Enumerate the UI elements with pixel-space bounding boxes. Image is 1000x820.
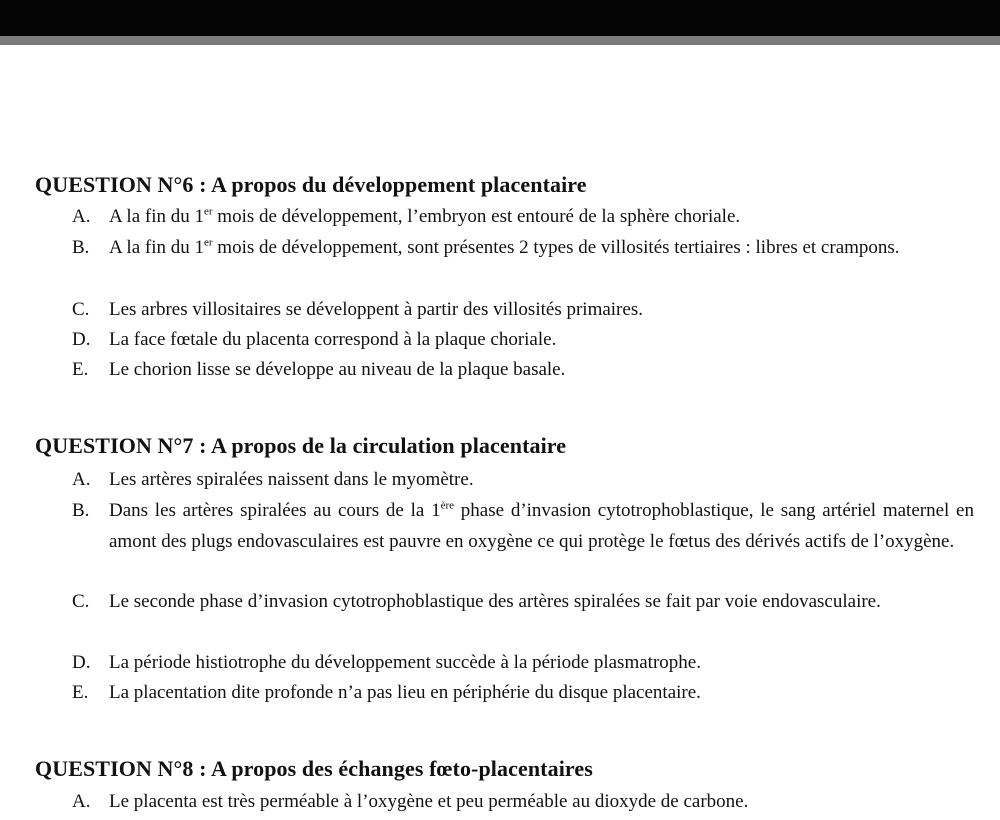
- question-7-title: QUESTION N°7 : A propos de la circulation placentaire: [35, 433, 567, 458]
- option-text: Les arbres villositaires se développent à partir des villosités primaires.: [109, 299, 643, 320]
- option-letter: D.: [72, 329, 91, 350]
- option-letter: B.: [72, 500, 90, 521]
- option-letter: A.: [72, 791, 91, 812]
- option-text: Le chorion lisse se développe au niveau de la plaque basale.: [109, 359, 566, 380]
- option-letter: E.: [72, 359, 89, 380]
- question-6-option-b: [72, 232, 974, 263]
- question-6-option-a: [72, 201, 974, 232]
- option-text: La période histiotrophe du développement succède à la période plasmatrophe.: [109, 652, 701, 673]
- option-letter: C.: [72, 591, 90, 612]
- option-text: Le seconde phase d’invasion cytotrophoblastique des artères spiralées se fait par voie endovasculaire.: [109, 591, 881, 612]
- option-text: Les artères spiralées naissent dans le myomètre.: [109, 469, 474, 490]
- question-7-option-d: [72, 647, 974, 678]
- option-text: La placentation dite profonde n’a pas lieu en périphérie du disque placentaire.: [109, 682, 701, 703]
- question-7-option-c: [72, 586, 974, 617]
- option-text: Dans les artères spiralées au cours de la 1ère phase d’invasion cytotrophoblastique, le sang artériel maternel en amont des plugs endovasculaires est pauvre en oxygène ce qui protège le fœtus des dérivés actifs de l’oxygène.: [109, 499, 974, 552]
- question-6-title: QUESTION N°6 : A propos du développement placentaire: [35, 172, 587, 197]
- question-7-option-a: [72, 464, 974, 495]
- question-8-title: QUESTION N°8 : A propos des échanges fœto-placentaires: [35, 756, 593, 781]
- option-letter: D.: [72, 652, 91, 673]
- question-6-option-d: [72, 324, 974, 355]
- option-text: A la fin du 1er mois de développement, l’embryon est entouré de la sphère choriale.: [109, 205, 741, 227]
- option-text: Le placenta est très perméable à l’oxygène et peu perméable au dioxyde de carbone.: [109, 791, 749, 812]
- question-7-option-e: [72, 677, 974, 708]
- question-8-option-a: [72, 786, 974, 817]
- question-7-option-b: [72, 495, 974, 557]
- option-letter: B.: [72, 237, 90, 258]
- option-text: La face fœtale du placenta correspond à la plaque choriale.: [109, 329, 557, 350]
- option-letter: C.: [72, 299, 90, 320]
- option-letter: A.: [72, 206, 91, 227]
- question-6-option-e: [72, 354, 974, 385]
- option-text: A la fin du 1er mois de développement, sont présentes 2 types de villosités tertiaires : libres et crampons.: [109, 236, 900, 258]
- option-letter: E.: [72, 682, 89, 703]
- option-letter: A.: [72, 469, 91, 490]
- question-6-option-c: [72, 294, 974, 325]
